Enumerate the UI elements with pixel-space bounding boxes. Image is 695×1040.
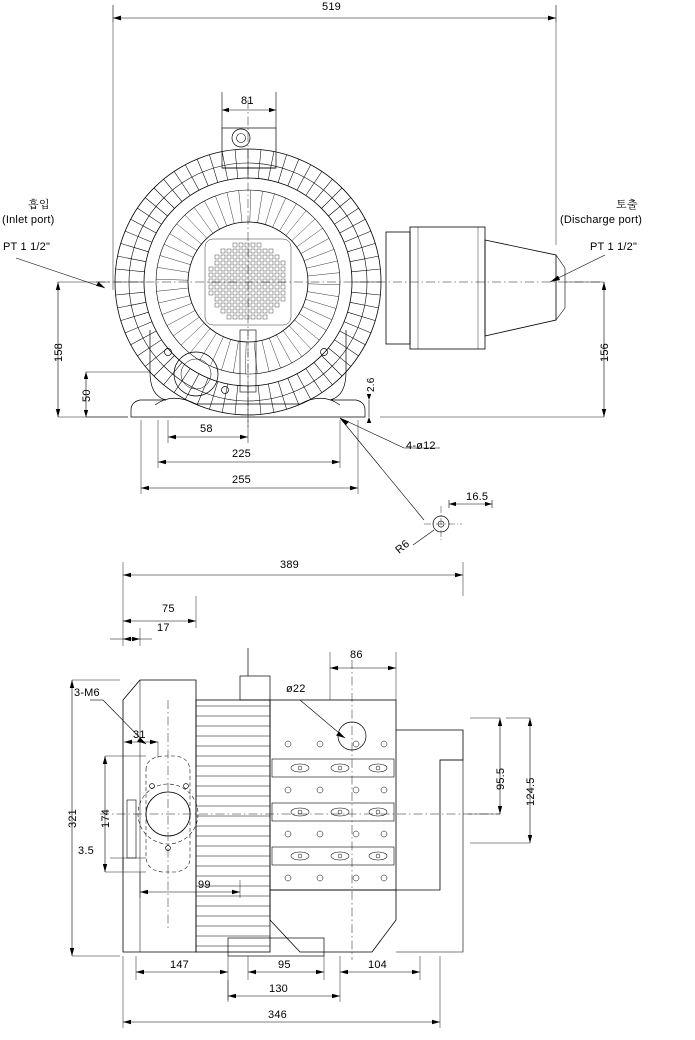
- inlet-thread-label: PT 1 1/2": [3, 241, 51, 253]
- dim-86: [330, 649, 396, 700]
- top-boss: [222, 128, 276, 168]
- dim-label-321: 321: [67, 809, 79, 828]
- dim-17: [110, 628, 152, 646]
- dim-50: [81, 372, 150, 417]
- discharge-port-label-kr: 토출: [616, 199, 638, 211]
- dim-2.6: [367, 394, 371, 423]
- inlet-port-label-en: (Inlet port): [2, 214, 55, 226]
- dim-label-130: 130: [269, 983, 288, 995]
- dim-label-2-6: 2.6: [366, 377, 377, 392]
- discharge-port-label-en: (Discharge port): [560, 214, 643, 226]
- dim-label-81: 81: [241, 95, 254, 107]
- leader-d22: [300, 700, 345, 738]
- dim-label-389: 389: [280, 559, 299, 571]
- dim-label-58: 58: [200, 423, 213, 435]
- dim-95.5: [468, 718, 502, 814]
- dim-156: [380, 282, 606, 417]
- leader-4-d12: [340, 418, 440, 520]
- dim-label-174: 174: [100, 809, 112, 828]
- dim-label-99: 99: [198, 879, 211, 891]
- dim-label-31: 31: [133, 729, 146, 741]
- dim-label-95: 95: [278, 959, 291, 971]
- dim-label-104: 104: [368, 959, 387, 971]
- dim-3.5: [110, 858, 146, 870]
- dim-label-50: 50: [81, 389, 93, 402]
- dim-label-17: 17: [157, 622, 170, 634]
- dim-label-156: 156: [599, 343, 611, 362]
- center-lines-front: [96, 100, 600, 430]
- dim-label-75: 75: [162, 603, 175, 615]
- dim-519: [113, 5, 556, 290]
- dim-label-255: 255: [232, 474, 251, 486]
- inlet-leader: [16, 258, 105, 288]
- dim-label-3-5: 3.5: [78, 845, 94, 857]
- dim-label-95-5: 95.5: [495, 767, 507, 790]
- discharge-leader: [550, 255, 605, 282]
- dim-label-4-d12: 4-ø12: [406, 440, 436, 452]
- dim-label-519: 519: [322, 1, 341, 13]
- dim-label-346: 346: [268, 1009, 287, 1021]
- dim-label-r6: R6: [393, 537, 413, 557]
- dim-label-124-5: 124.5: [525, 777, 537, 806]
- dim-label-86: 86: [350, 649, 363, 661]
- dim-label-158: 158: [53, 343, 65, 362]
- motor-body: [386, 227, 565, 349]
- dim-label-16-5: 16.5: [466, 491, 489, 503]
- dim-label-147: 147: [170, 959, 189, 971]
- dim-label-3-m6: 3-M6: [74, 687, 100, 699]
- detail-r6: [413, 500, 492, 545]
- discharge-thread-label: PT 1 1/2": [590, 241, 638, 253]
- dim-225: [158, 420, 340, 468]
- dim-label-d22: ø22: [286, 683, 306, 695]
- inlet-port-label-kr: 흡입: [28, 199, 50, 211]
- dim-label-225: 225: [232, 448, 251, 460]
